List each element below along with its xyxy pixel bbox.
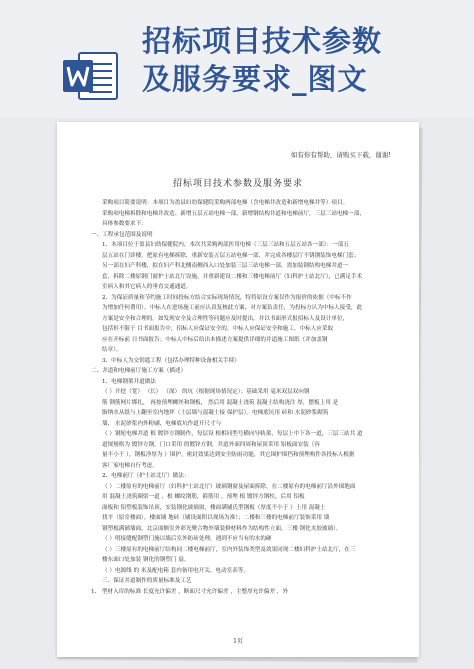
document-line: 脂纳水从纸与上翻至室内地坪（土层墙与混凝土接 保护层）。电梯底坑用 砖和 水泥砂浆砌筑 <box>102 410 329 416</box>
document-line: 室病人和其它病人的垂直交通通道。 <box>102 284 192 290</box>
document-line: 另一部在妇产科楼，拟在妇产科北侧南侧西入口处加装三层三站电梯一部，需加装钢结构电梯井道一 <box>102 263 349 269</box>
document-line: （ ）明接缝配钢塑门施以墙后室外防砖处理，遇到不应当有的水的砸 <box>102 536 272 542</box>
document-line: 二、井道和电梯前厅施工方案（描述） <box>91 368 187 374</box>
document-line: 采购项目简要说明：本项目为盈县妇幼保健院采购两部电梯（含电梯井改造和新增电梯井等）项目。 <box>102 200 349 206</box>
document-body <box>91 198 393 597</box>
document-page <box>57 122 419 657</box>
document-line: 方案是安全和合理的。如发现安全及合理性等问题应及时提出，并以书面形式报招标人及设计单位， <box>102 315 349 322</box>
document-line: 道规规格为 镀锌方钢，门口采用 的镀锌方钢，井道外面四周和屋顶采用 铝板面安装（容 <box>102 441 320 448</box>
document-line: 钢塑板满铺墙面，北京面额室外彩光聚合物外墙装修材料作为结构性立面，三楼 钢化夹胶玻璃）。 <box>102 525 342 532</box>
banner-title-line1: 招标项目技术参数 <box>142 24 383 58</box>
document-line: 墙， 水泥砂浆内外粉刷，电梯底坑作道开尺寸与 <box>102 420 222 427</box>
page-number: 1页 <box>233 638 243 645</box>
document-line: 楼东面口处加装 钢化的钢塑门 扇。 <box>102 557 190 563</box>
word-document-icon <box>63 50 119 102</box>
document-line: （ ）二楼原有的电梯前厅（妇科护士站北厅）玻璃钢窗及屋面拆除，在二楼原有的电梯前厅沿外围地面 <box>102 483 356 490</box>
document-line: 结章）。 <box>102 347 122 353</box>
document-line: 一、工程承包范围及说明 <box>91 231 153 238</box>
document-content <box>57 122 419 657</box>
document-line: 量不小于 ），钢板净厚为 ）围护，密封效果达到安全防雨功能，其它围护围挡和预埋构件各投标人根据 <box>102 452 355 458</box>
document-line: 1、本项目位于盈县妇幼保健院内，本次共采购两部医用电梯（三层三站和五层五站各一部）：一部五 <box>102 242 349 248</box>
document-line: 三、保证并道制作的质量标准及工艺 <box>102 578 192 584</box>
document-line: 3、中标人为交钥匙工程（包括办理特种设备相关手续） <box>102 357 240 364</box>
document-line: 用 混凝土浇筑圈梁一道 ，根 螺纹钢筋，箍筋用 ，预埋 根 镀锌方钢柱，后用 铝板 <box>102 494 305 500</box>
banner-title-line2: 及服务要求_图文 <box>142 62 368 96</box>
document-line: 套，拆除二楼原钢门窗护士站北厅设施，并重新建设二楼和三楼电梯前厅（妇科护士站北厅），已满足手术 <box>102 273 363 280</box>
document-line: 2、电梯前厅（护士站北厅）做法： <box>102 473 190 479</box>
document-line: 采购项电梯拆除和电梯井改造、新增五层五站电梯一部，新增钢结构井道和电梯前厅，三层三站电梯一部， <box>102 210 365 217</box>
document-line: 找平（原室楼面），楼面铺 地砖（铺设面积以现场为准）；二楼和三楼的电梯前厅装饰采用 墙 <box>102 515 330 521</box>
document-banner <box>0 0 474 118</box>
document-line: 筋 钢筋网片绑扎， 再按预埋螺丝和钢板， 然后用 混凝土浇筑 混凝土结构浇注 厚，摆板上用 是 <box>102 399 339 406</box>
document-line: 2、为保证质量和节约施工时间投标方结合实际现场情况，特将原设方案仅作为报价的依据（中标不作 <box>102 294 352 301</box>
document-line: （ ）电源线 的 米及配电箱 套内备用电开关、电动室表等。 <box>102 567 249 574</box>
document-title: 招标项目技术参数及服务要求 <box>172 179 303 189</box>
document-line: 为增加任何费用）。中标人在进场施工前应认真复核此方案，对方案负责任，为投标方认为中标人接受，此 <box>102 305 363 311</box>
document-line: （ ）开挖（宽） （长） （深） 的坑（根据现场情况定）；基础采用 毫米双层双向钢 <box>102 389 310 395</box>
document-line: （ ）三楼原有的电梯前厅结构同二楼电梯前厅，室内外装饰类型及效果同现二楼妇科护士站北厅，在三 <box>102 546 356 553</box>
document-line: 1、 型材入库的标准 长度允许偏差 ，断面尺寸允许偏差 ，主整厚允许偏差 ，外 <box>91 588 289 595</box>
banner-title <box>142 22 462 98</box>
document-line: 客厂家电梯自行考虑。 <box>102 462 158 469</box>
document-line: 应在开标前 日书面报告；中标人中标后给出本描述方案提供详细的并道施工图纸（并加盖钢 <box>102 336 328 343</box>
document-line: 包括但不限于 目书面报告中，招标人应保证安全的，中标人应保证安全和施工，中标人应采取 <box>102 326 334 332</box>
document-line: 面板和 铝塑板装饰吊顶，安装钢化玻璃窗，楼面满铺氏型钢板（厚度不小于 ）上用 混凝土 <box>102 504 326 511</box>
document-line: 层五站在门诊楼，把原有电梯拆除，重新安装五层五站电梯一部，并完成各楼层厅不锈钢装饰电梯门套； <box>102 252 360 259</box>
document-line: 具体参数要求下： <box>102 221 147 227</box>
download-note: 如有你有帮助，请购买下载，谢谢! <box>290 151 391 159</box>
document-line: 1、电梯钢架井道做法 <box>102 378 156 385</box>
document-line: （ ）钢轮电梯井道 根 镀锌方钢制作，每层设 根相同型号横向导轨架，每层上中下各一道，三层三站共 道 <box>102 431 363 437</box>
